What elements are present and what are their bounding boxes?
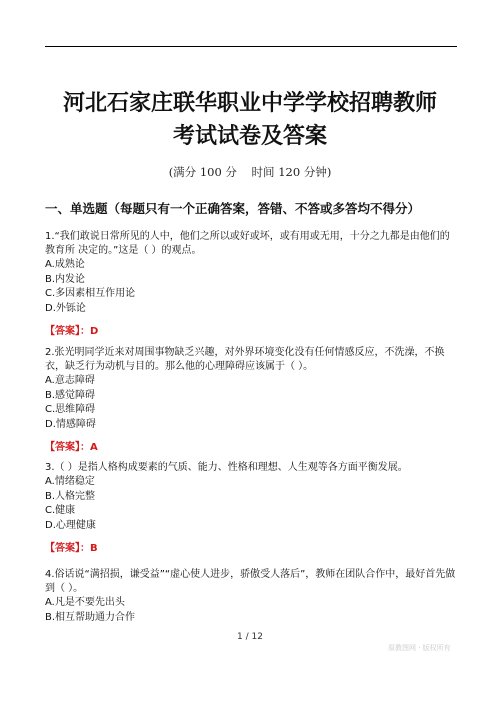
question-stem: 2.张光明同学近来对周围事物缺乏兴趣，对外界环境变化没有任何情感反应，不洗澡，不换衣，缺乏行为动机与目的。那么他的心理障碍应该属于（ ）。	[45, 347, 445, 372]
question-4	[45, 568, 457, 625]
option-a: A.情绪稳定	[45, 476, 95, 487]
question-3	[45, 461, 457, 556]
question-1	[45, 230, 457, 339]
question-stem: 4.俗话说“满招损，谦受益”“虚心使人进步，骄傲受人落后”，教师在团队合作中，最好首先做到（ ）。	[45, 569, 456, 594]
option-b: B.相互帮助通力合作	[45, 611, 136, 623]
document-title-line2: 考试试卷及答案	[172, 123, 327, 149]
option-a: A.意志障碍	[45, 375, 95, 386]
page-number: 1 / 12	[237, 632, 263, 642]
score-time-info: (满分 100 分 时间 120 分钟)	[168, 165, 332, 179]
option-a: A.成熟论	[45, 259, 85, 270]
option-d: D.心理健康	[45, 519, 96, 531]
option-b: B.感觉障碍	[45, 389, 96, 401]
option-c: C.思维障碍	[45, 404, 96, 415]
answer-label: 【答案】：A	[45, 442, 98, 453]
answer-label: 【答案】：D	[45, 326, 99, 337]
question-stem: 1.“我们敢说日常所见的人中，他们之所以或好或坏，或有用或无用，十分之九都是由他们的教育所 决定的。”这是（ ）的观点。	[45, 231, 450, 256]
answer-label: 【答案】：B	[45, 543, 98, 554]
option-d: D.外铄论	[45, 302, 86, 314]
question-2	[45, 346, 457, 455]
watermark: 原教图网 · 版权所有	[388, 644, 451, 652]
top-rule	[45, 46, 457, 47]
option-b: B.内发论	[45, 273, 86, 285]
option-c: C.多因素相互作用论	[45, 288, 136, 299]
option-c: C.健康	[45, 505, 76, 516]
question-stem: 3.（ ）是指人格构成要素的气质、能力、性格和理想、人生观等各方面平衡发展。	[45, 462, 408, 473]
option-d: D.情感障碍	[45, 418, 96, 430]
option-b: B.人格完整	[45, 490, 96, 502]
document-title-line1: 河北石家庄联华职业中学学校招聘教师	[62, 90, 437, 116]
option-a: A.凡是不要先出头	[45, 597, 125, 608]
section-heading: 一、单选题（每题只有一个正确答案，答错、不答或多答均不得分）	[45, 201, 421, 216]
